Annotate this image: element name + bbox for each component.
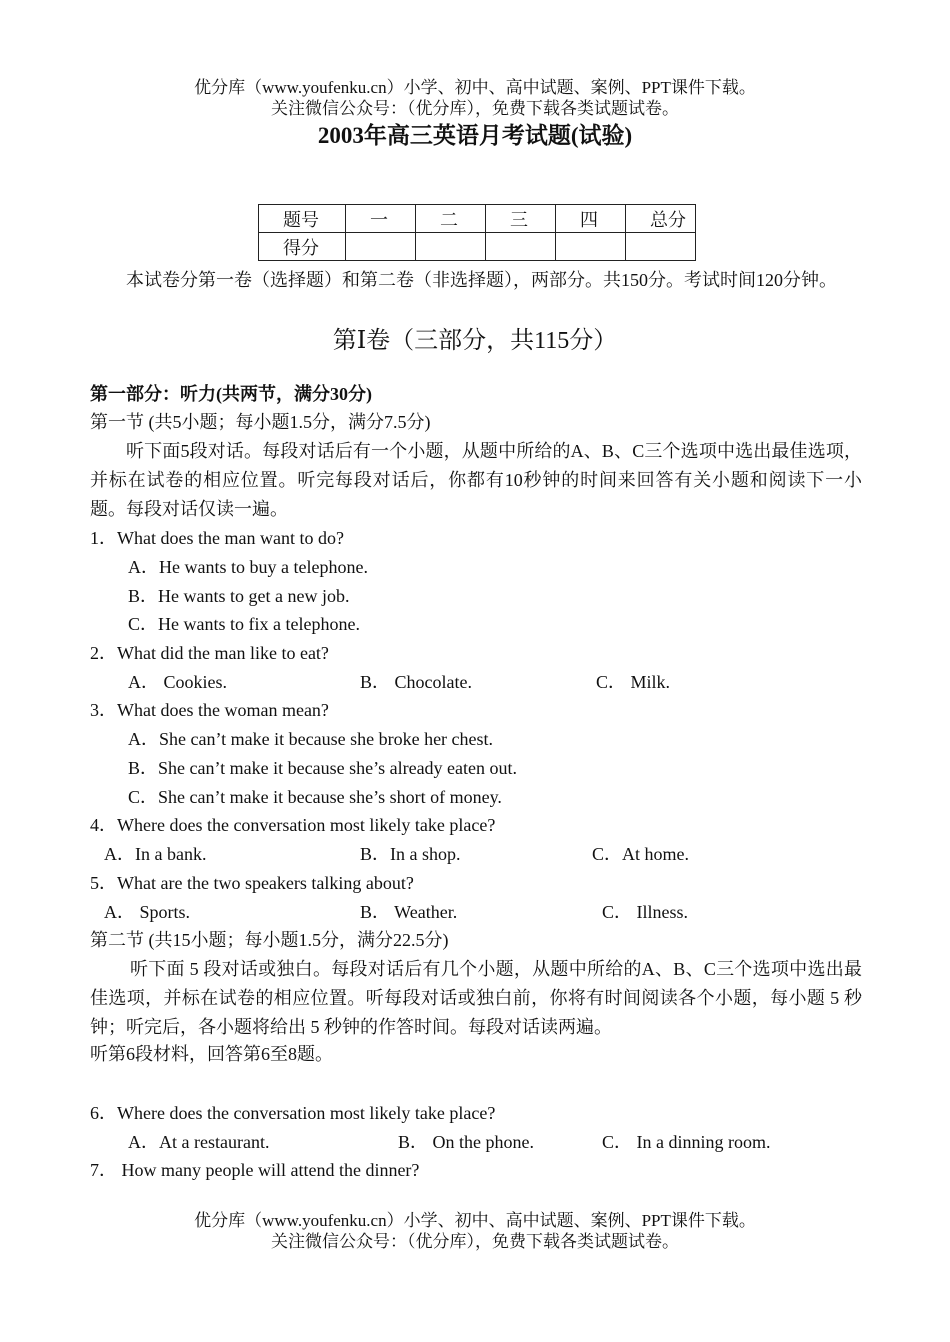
question-1-option-b: B．He wants to get a new job. [128,586,350,606]
table-cell: 三 [486,205,556,233]
question-4-option-b: B．In a shop. [360,844,461,864]
score-input-cell [486,233,556,261]
section2-material: 听第6段材料，回答第6至8题。 [90,1044,333,1064]
volume-title: 第Ⅰ卷（三部分，共115分） [332,328,618,354]
score-input-cell [346,233,416,261]
page-title: 2003年高三英语月考试题(试验) [317,123,633,148]
header-line-2: 关注微信公众号：（优分库），免费下载各类试题试卷。 [271,99,679,118]
question-1-option-c: C．He wants to fix a telephone. [128,614,360,634]
question-2-stem: 2．What did the man like to eat? [90,643,329,663]
table-cell: 题号 [259,205,346,233]
question-5-option-c: C． Illness. [602,902,689,922]
question-7-stem: 7． How many people will attend the dinner? [90,1160,420,1180]
score-table [258,204,696,261]
table-cell: 四 [556,205,626,233]
footer-line-2: 关注微信公众号：（优分库），免费下载各类试题试卷。 [271,1232,679,1251]
score-input-cell [556,233,626,261]
table-cell: 一 [346,205,416,233]
header-line-1: 优分库（www.youfenku.cn）小学、初中、高中试题、案例、PPT课件下载。 [194,78,756,97]
question-3-option-a: A．She can’t make it because she broke her chest. [128,729,494,749]
table-row [259,233,696,261]
section2-instructions: 听下面 5 段对话或独白。每段对话后有几个小题，从题中所给的A、B、C三个选项中选出最佳选项，并标在试卷的相应位置。听每段对话或独白前，你将有时间阅读各个小题，每小题 5 秒钟；听完后，各小题将给出 5 秒钟的作答时间。每段对话读两遍。 [90,959,862,1037]
question-5-option-b: B． Weather. [360,902,458,922]
question-4-stem: 4．Where does the conversation most likely take place? [90,815,496,835]
score-input-cell [416,233,486,261]
question-2-option-b: B． Chocolate. [360,672,472,692]
question-6-option-c: C． In a dinning room. [602,1132,771,1152]
question-3-option-c: C．She can’t make it because she’s short of money. [128,787,502,807]
footer-line-1: 优分库（www.youfenku.cn）小学、初中、高中试题、案例、PPT课件下载。 [194,1211,756,1230]
question-2-option-a: A． Cookies. [128,672,227,692]
table-cell: 总分 [626,205,696,233]
question-6-stem: 6．Where does the conversation most likely take place? [90,1103,496,1123]
question-1-stem: 1．What does the man want to do? [90,528,344,548]
question-5-stem: 5．What are the two speakers talking about? [90,873,414,893]
intro-paragraph: 本试卷分第一卷（选择题）和第二卷（非选择题），两部分。共150分。考试时间120分钟。 [126,270,837,290]
question-6-option-b: B． On the phone. [398,1132,534,1152]
score-input-cell [626,233,696,261]
question-6-option-a: A．At a restaurant. [128,1132,270,1152]
section2-title: 第二节 (共15小题；每小题1.5分，满分22.5分) [90,930,449,950]
part1-title: 第一部分：听力(共两节，满分30分) [90,384,372,404]
section1-title: 第一节 (共5小题；每小题1.5分，满分7.5分) [90,412,431,432]
question-2-option-c: C． Milk. [596,672,671,692]
section1-instructions: 听下面5段对话。每段对话后有一个小题，从题中所给的A、B、C三个选项中选出最佳选项，并标在试卷的相应位置。听完每段对话后，你都有10秒钟的时间来回答有关小题和阅读下一小题。每段对话仅读一遍。 [90,441,862,519]
question-4-option-c: C．At home. [592,844,689,864]
table-cell: 二 [416,205,486,233]
question-5-option-a: A． Sports. [104,902,191,922]
question-3-stem: 3．What does the woman mean? [90,700,329,720]
question-3-option-b: B．She can’t make it because she’s already eaten out. [128,758,518,778]
table-cell: 得分 [259,233,346,261]
table-row [259,205,696,233]
question-4-option-a: A．In a bank. [104,844,207,864]
question-1-option-a: A．He wants to buy a telephone. [128,557,368,577]
